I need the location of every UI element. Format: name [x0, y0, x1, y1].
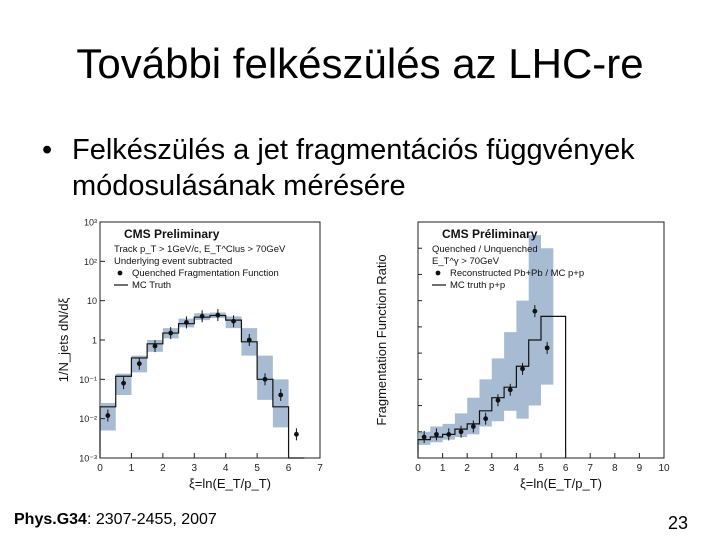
right-x-tick-label: 5: [538, 463, 544, 474]
left-annotation: Underlying event subtracted: [114, 256, 233, 267]
right-x-tick-label: 6: [562, 463, 569, 474]
left-chart-title: CMS Preliminary: [124, 227, 220, 241]
left-y-tick-label: 10: [86, 296, 97, 307]
left-data-point: [215, 313, 220, 318]
right-annotation: E_T^γ > 70GeV: [432, 256, 500, 267]
left-legend-label-points: Quenched Fragmentation Function: [132, 268, 279, 279]
left-x-tick-label: 7: [317, 463, 323, 474]
right-data-point: [545, 345, 550, 350]
left-data-point: [294, 432, 299, 437]
right-data-point: [434, 432, 439, 437]
right-x-tick-label: 4: [513, 463, 520, 474]
reference: [14, 511, 217, 529]
right-data-point: [471, 424, 476, 429]
left-legend-marker-points: [118, 271, 123, 276]
right-x-tick-label: 1: [439, 463, 446, 474]
left-data-point: [231, 319, 236, 324]
right-x-tick-label: 3: [489, 463, 495, 474]
right-annotation: Quenched / Unquenched: [432, 244, 538, 255]
right-chart-title: CMS Préliminary: [442, 227, 538, 241]
left-x-tick-label: 0: [97, 463, 103, 474]
left-y-tick-label: 10³: [83, 217, 97, 228]
right-data-point: [459, 429, 464, 434]
left-y-tick-label: 10⁻¹: [79, 374, 97, 385]
right-x-tick-label: 10: [658, 463, 670, 474]
right-data-point: [483, 416, 488, 421]
left-x-tick-label: 1: [128, 463, 135, 474]
left-data-point: [121, 381, 126, 386]
left-legend-label-step: MC Truth: [132, 280, 172, 291]
left-data-point: [263, 377, 268, 382]
left-x-tick-label: 2: [160, 463, 166, 474]
left-data-point: [153, 344, 158, 349]
left-x-tick-label: 4: [222, 463, 229, 474]
reference-pages: : 2307-2455, 2007: [86, 511, 217, 528]
bullet-symbol: •: [42, 134, 53, 166]
left-x-tick-label: 6: [285, 463, 292, 474]
left-x-axis-label: ξ=ln(E_T/p_T): [188, 476, 272, 491]
right-data-point: [520, 366, 525, 371]
slide-title: További felkészülés az LHC-re: [76, 40, 644, 87]
right-legend-label-points: Reconstructed Pb+Pb / MC p+p: [450, 268, 585, 279]
left-data-point: [105, 413, 110, 418]
left-data-point: [200, 314, 205, 319]
right-legend-marker-points: [436, 271, 441, 276]
reference-journal: Phys.G34: [14, 511, 87, 528]
left-data-point: [184, 320, 189, 325]
right-data-point: [446, 432, 451, 437]
right-data-point: [422, 435, 427, 440]
left-x-tick-label: 3: [191, 463, 198, 474]
left-y-tick-label: 10⁻²: [79, 414, 97, 425]
left-y-tick-label: 1: [91, 335, 97, 346]
right-x-tick-label: 9: [636, 463, 643, 474]
left-data-point: [137, 361, 142, 366]
left-y-axis-label: 1/N_jets dN/dξ: [56, 297, 71, 383]
right-data-point: [508, 387, 513, 392]
right-x-tick-label: 7: [587, 463, 593, 474]
right-x-tick-label: 8: [612, 463, 618, 474]
right-legend-label-step: MC truth p+p: [450, 280, 506, 291]
right-x-axis-label: ξ=ln(E_T/p_T): [519, 476, 603, 491]
left-data-point: [247, 338, 252, 343]
right-data-point: [496, 398, 501, 403]
left-y-tick-label: 10²: [83, 256, 97, 267]
left-x-tick-label: 5: [254, 463, 260, 474]
left-chart-fragmentation-function: [56, 216, 328, 496]
right-data-point: [532, 309, 537, 314]
right-x-tick-label: 0: [415, 463, 421, 474]
right-chart-fragmentation-ratio: [372, 216, 670, 496]
bullet-text: Felkészülés a jet fragmentációs függvények módosulásának mérésére: [72, 134, 635, 202]
left-data-point: [168, 331, 173, 336]
right-y-axis-label: Fragmentation Function Ratio: [374, 254, 389, 426]
left-y-tick-label: 10⁻³: [79, 453, 97, 464]
left-annotation: Track p_T > 1GeV/c, E_T^Clus > 70GeV: [114, 244, 286, 255]
right-x-tick-label: 2: [464, 463, 470, 474]
page-number: 23: [668, 513, 689, 533]
left-data-point: [278, 393, 283, 398]
